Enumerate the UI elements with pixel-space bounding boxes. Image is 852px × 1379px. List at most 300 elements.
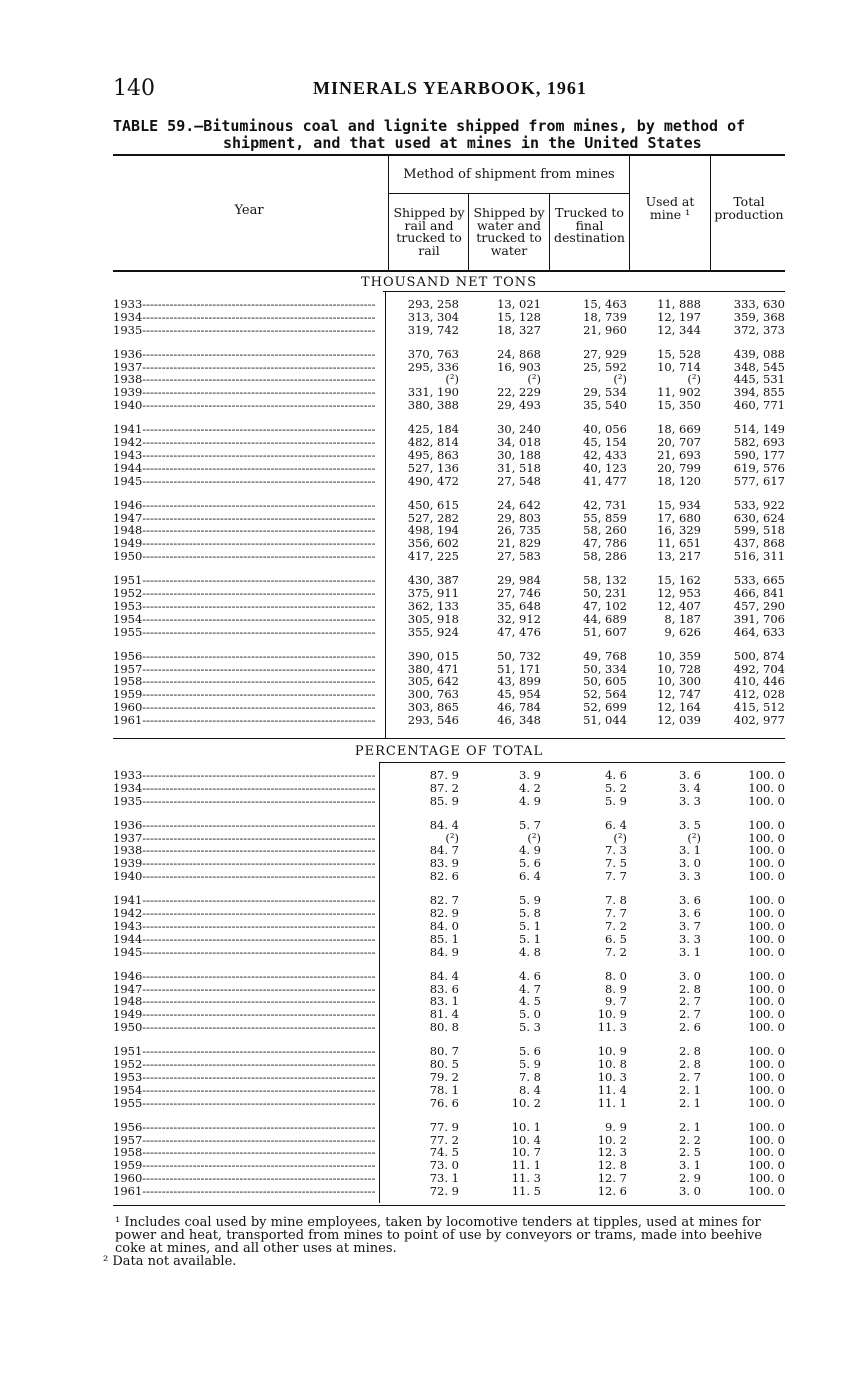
cell-rail: 87. 9 [429,768,459,782]
cell-rail: 293, 258 [407,297,459,311]
percent-year-group [113,769,785,807]
cell-water: 27, 583 [497,549,541,564]
cell-rail: 82. 6 [429,869,459,884]
table-row [113,449,785,462]
cell-water: 4. 7 [519,981,541,996]
cell-total: 359, 368 [733,309,785,324]
row-year: 1936------------------------------------------------------------ [113,347,376,361]
cell-water: (²) [527,830,541,845]
table-row [113,298,785,311]
tons-table-body [113,298,785,738]
cell-rail: (²) [445,372,459,387]
cell-used: 20, 799 [657,460,701,475]
row-year: 1952------------------------------------------------------------ [113,1058,376,1071]
cell-trucked: 11. 4 [597,1082,627,1097]
cell-trucked: 50, 231 [583,586,627,601]
cell-trucked: 7. 2 [605,918,627,933]
cell-used: 12, 039 [657,712,701,727]
cell-total: 100. 0 [748,1119,785,1134]
cell-used: 12, 407 [657,598,701,613]
cell-trucked: 8. 9 [605,981,627,996]
cell-used: 3. 5 [679,817,701,832]
running-title: MINERALS YEARBOOK, 1961 [313,78,587,98]
cell-water: 5. 7 [519,817,541,832]
cell-used: 12, 164 [657,700,701,715]
cell-water: 46, 784 [497,700,541,715]
cell-water: 6. 4 [519,869,541,884]
table-row [113,626,785,639]
cell-rail: 300, 763 [407,687,459,702]
cell-total: 492, 704 [733,661,785,676]
cell-rail: 380, 471 [407,661,459,676]
row-year: 1939------------------------------------------------------------ [113,857,376,871]
cell-rail: 85. 9 [429,793,459,808]
cell-used: 11, 902 [657,385,701,400]
cell-used: 18, 120 [657,473,701,488]
cell-rail: 83. 1 [429,994,459,1009]
cell-rail: 80. 8 [429,1020,459,1035]
cell-rail: 82. 7 [429,893,459,908]
cell-used: 2. 8 [679,981,701,996]
page-number: 140 [113,76,155,101]
cell-total: 100. 0 [748,944,785,959]
row-year: 1946------------------------------------------------------------ [113,969,376,983]
table-row [113,819,785,832]
table-row [113,1097,785,1110]
cell-trucked: 10. 2 [597,1132,627,1147]
cell-rail: 490, 472 [407,473,459,488]
cell-rail: 425, 184 [407,422,459,437]
cell-trucked: 21, 960 [583,322,627,337]
cell-water: 18, 327 [497,322,541,337]
row-year: 1933------------------------------------------------------------ [113,298,376,311]
row-year: 1951------------------------------------------------------------ [113,1045,376,1059]
cell-total: 457, 290 [733,598,785,613]
cell-water: 26, 735 [497,523,541,538]
cell-trucked: 47, 786 [583,536,627,551]
cell-rail: 295, 336 [407,359,459,374]
cell-trucked: (²) [613,372,627,387]
cell-total: 577, 617 [733,473,785,488]
row-year: 1941------------------------------------------------------------ [113,423,376,437]
cell-total: 582, 693 [733,435,785,450]
cell-water: 5. 1 [519,931,541,946]
cell-water: 10. 4 [511,1132,541,1147]
row-year: 1936------------------------------------------------------------ [113,818,376,832]
table-row [113,933,785,946]
cell-rail: 331, 190 [407,385,459,400]
cell-used: 17, 680 [657,510,701,525]
cell-total: 415, 512 [733,700,785,715]
cell-total: 599, 518 [733,523,785,538]
cell-used: 3. 1 [679,1158,701,1173]
cell-water: 5. 8 [519,906,541,921]
cell-trucked: 10. 9 [597,1007,627,1022]
cell-used: 2. 8 [679,1044,701,1059]
cell-used: 3. 0 [679,1183,701,1198]
cell-trucked: 50, 605 [583,674,627,689]
cell-used: 10, 359 [657,648,701,663]
cell-trucked: 58, 286 [583,549,627,564]
cell-water: 16, 903 [497,359,541,374]
cell-used: 10, 300 [657,674,701,689]
row-year: 1960------------------------------------------------------------ [113,1172,376,1185]
header-bottom-rule [113,270,785,272]
table-row [113,324,785,337]
cell-water: 13, 021 [497,297,541,311]
cell-total: 100. 0 [748,768,785,782]
cell-used: 3. 1 [679,843,701,858]
cell-trucked: 49, 768 [583,648,627,663]
cell-rail: 430, 387 [407,573,459,588]
cell-water: 50, 732 [497,648,541,663]
cell-used: 10, 714 [657,359,701,374]
header-top-rule [113,154,785,156]
cell-trucked: (²) [613,830,627,845]
cell-water: 46, 348 [497,712,541,727]
row-year: 1954------------------------------------------------------------ [113,1083,376,1097]
cell-used: 15, 162 [657,573,701,588]
cell-total: 100. 0 [748,1183,785,1198]
tons-year-group [113,348,785,412]
cell-trucked: 40, 123 [583,460,627,475]
cell-rail: 370, 763 [407,346,459,361]
table-row [113,311,785,324]
cell-water: 10. 2 [511,1095,541,1110]
cell-rail: 527, 282 [407,510,459,525]
cell-rail: 82. 9 [429,906,459,921]
cell-used: 2. 1 [679,1082,701,1097]
cell-used: 10, 728 [657,661,701,676]
caption-line-2: shipment, and that used at mines in the United States [223,134,702,152]
cell-total: 410, 446 [733,674,785,689]
cell-trucked: 11. 3 [597,1020,627,1035]
row-year: 1933------------------------------------------------------------ [113,769,376,782]
table-row [113,348,785,361]
row-year: 1940------------------------------------------------------------ [113,870,376,883]
cell-rail: 81. 4 [429,1007,459,1022]
cell-trucked: 7. 3 [605,843,627,858]
row-year: 1957------------------------------------------------------------ [113,1133,376,1147]
cell-trucked: 10. 8 [597,1057,627,1072]
cell-water: 4. 6 [519,968,541,983]
row-year: 1951------------------------------------------------------------ [113,574,376,588]
tons-year-group [113,298,785,336]
cell-total: 100. 0 [748,869,785,884]
cell-water: 5. 9 [519,893,541,908]
cell-rail: 482, 814 [407,435,459,450]
cell-trucked: 11. 1 [597,1095,627,1110]
cell-used: 3. 1 [679,944,701,959]
cell-water: 5. 6 [519,856,541,871]
cell-rail: (²) [445,830,459,845]
cell-trucked: 27, 929 [583,346,627,361]
row-year: 1960------------------------------------------------------------ [113,701,376,714]
row-year: 1944------------------------------------------------------------ [113,932,376,946]
cell-used: 15, 350 [657,398,701,413]
cell-total: 100. 0 [748,843,785,858]
cell-rail: 85. 1 [429,931,459,946]
cell-trucked: 6. 5 [605,931,627,946]
cell-rail: 73. 1 [429,1171,459,1186]
cell-used: 3. 3 [679,869,701,884]
row-year: 1961------------------------------------------------------------ [113,1184,376,1198]
cell-rail: 313, 304 [407,309,459,324]
row-year: 1948------------------------------------------------------------ [113,524,376,538]
row-year: 1934------------------------------------------------------------ [113,310,376,324]
cell-rail: 72. 9 [429,1183,459,1198]
cell-trucked: 7. 5 [605,856,627,871]
cell-total: 100. 0 [748,1171,785,1186]
cell-used: 3. 6 [679,768,701,782]
col-header-total: Total production [714,194,784,222]
cell-total: 333, 630 [733,297,785,311]
cell-rail: 83. 6 [429,981,459,996]
cell-total: 619, 576 [733,460,785,475]
cell-total: 100. 0 [748,968,785,983]
cell-total: 394, 855 [733,385,785,400]
table-row [113,399,785,412]
cell-total: 516, 311 [733,549,785,564]
cell-trucked: 5. 2 [605,780,627,795]
cell-used: 3. 0 [679,968,701,983]
cell-used: 3. 6 [679,906,701,921]
cell-water: 3. 9 [519,768,541,782]
cell-total: 100. 0 [748,1158,785,1173]
cell-rail: 390, 015 [407,648,459,663]
cell-water: 10. 1 [511,1119,541,1134]
cell-water: 5. 1 [519,918,541,933]
cell-rail: 305, 642 [407,674,459,689]
cell-trucked: 58, 260 [583,523,627,538]
cell-total: 533, 665 [733,573,785,588]
cell-total: 590, 177 [733,447,785,462]
cell-total: 100. 0 [748,981,785,996]
cell-used: 13, 217 [657,549,701,564]
table-row [113,650,785,663]
row-year: 1940------------------------------------------------------------ [113,399,376,412]
cell-rail: 83. 9 [429,856,459,871]
cell-rail: 305, 918 [407,611,459,626]
cell-trucked: 41, 477 [583,473,627,488]
cell-used: 8, 187 [664,611,701,626]
tons-year-group [113,650,785,727]
cell-water: 4. 8 [519,944,541,959]
table-row [113,1185,785,1198]
cell-trucked: 47, 102 [583,598,627,613]
cell-total: 514, 149 [733,422,785,437]
cell-water: 7. 8 [519,1069,541,1084]
cell-water: 29, 984 [497,573,541,588]
cell-rail: 319, 742 [407,322,459,337]
table-row [113,600,785,613]
cell-used: 12, 747 [657,687,701,702]
table-row [113,714,785,727]
percent-year-group [113,1045,785,1109]
section-label-percentage-of-total: PERCENTAGE OF TOTAL [354,744,544,759]
cell-water: 51, 171 [497,661,541,676]
table-row [113,870,785,883]
table-row [113,475,785,488]
cell-trucked: 55, 859 [583,510,627,525]
col-header-used: Used at mine ¹ [645,194,695,222]
percent-year-group [113,819,785,883]
cell-used: 12, 953 [657,586,701,601]
row-year: 1955------------------------------------------------------------ [113,1096,376,1110]
cell-trucked: 25, 592 [583,359,627,374]
cell-trucked: 12. 8 [597,1158,627,1173]
cell-used: 2. 9 [679,1171,701,1186]
cell-total: 100. 0 [748,931,785,946]
cell-trucked: 10. 3 [597,1069,627,1084]
cell-trucked: 42, 731 [583,497,627,512]
cell-water: 10. 7 [511,1145,541,1160]
table-bottom-rule [113,1205,785,1206]
cell-water: 27, 746 [497,586,541,601]
cell-total: 100. 0 [748,780,785,795]
cell-total: 412, 028 [733,687,785,702]
cell-trucked: 6. 4 [605,817,627,832]
percent-year-group [113,970,785,1034]
cell-total: 100. 0 [748,856,785,871]
row-year: 1938------------------------------------------------------------ [113,844,376,858]
cell-water: 30, 188 [497,447,541,462]
cell-rail: 84. 4 [429,817,459,832]
cell-water: 11. 3 [511,1171,541,1186]
cell-total: 533, 922 [733,497,785,512]
cell-water: 45, 954 [497,687,541,702]
cell-rail: 450, 615 [407,497,459,512]
table-row [113,782,785,795]
row-year: 1958------------------------------------------------------------ [113,675,376,689]
cell-rail: 380, 388 [407,398,459,413]
cell-trucked: 44, 689 [583,611,627,626]
cell-used: 11, 888 [657,297,701,311]
percent-year-group [113,894,785,958]
cell-rail: 74. 5 [429,1145,459,1160]
cell-rail: 80. 7 [429,1044,459,1059]
row-year: 1945------------------------------------------------------------ [113,945,376,959]
percent-year-group [113,1121,785,1198]
cell-water: 15, 128 [497,309,541,324]
cell-water: 35, 648 [497,598,541,613]
row-year: 1953------------------------------------------------------------ [113,1070,376,1084]
col-header-rail: Shipped by rail and trucked to rail [393,205,465,258]
cell-used: 12, 197 [657,309,701,324]
cell-total: 100. 0 [748,830,785,845]
cell-used: 3. 3 [679,931,701,946]
row-year: 1948------------------------------------------------------------ [113,995,376,1009]
row-year: 1950------------------------------------------------------------ [113,1021,376,1034]
table-row [113,462,785,475]
cell-total: 100. 0 [748,1082,785,1097]
cell-rail: 76. 6 [429,1095,459,1110]
row-year: 1957------------------------------------------------------------ [113,662,376,676]
cell-water: 32, 912 [497,611,541,626]
cell-rail: 80. 5 [429,1057,459,1072]
row-year: 1956------------------------------------------------------------ [113,1120,376,1134]
row-year: 1945------------------------------------------------------------ [113,474,376,488]
cell-used: 3. 0 [679,856,701,871]
cell-trucked: 40, 056 [583,422,627,437]
cell-rail: 362, 133 [407,598,459,613]
footnotes [103,1216,783,1268]
cell-rail: 78. 1 [429,1082,459,1097]
cell-water: 29, 803 [497,510,541,525]
table-row [113,613,785,626]
cell-total: 100. 0 [748,817,785,832]
cell-used: 3. 7 [679,918,701,933]
cell-total: 100. 0 [748,893,785,908]
cell-trucked: 52, 699 [583,700,627,715]
cell-total: 348, 545 [733,359,785,374]
cell-water: 4. 9 [519,843,541,858]
cell-used: 2. 7 [679,1069,701,1084]
cell-total: 100. 0 [748,1057,785,1072]
cell-rail: 73. 0 [429,1158,459,1173]
cell-total: 100. 0 [748,793,785,808]
cell-trucked: 18, 739 [583,309,627,324]
cell-rail: 495, 863 [407,447,459,462]
cell-water: 34, 018 [497,435,541,450]
cell-total: 464, 633 [733,624,785,639]
row-year: 1958------------------------------------------------------------ [113,1146,376,1160]
cell-water: 24, 868 [497,346,541,361]
cell-total: 372, 373 [733,322,785,337]
cell-water: 43, 899 [497,674,541,689]
method-group-rule [389,193,629,194]
cell-used: 2. 7 [679,1007,701,1022]
cell-trucked: 12. 3 [597,1145,627,1160]
cell-used: 2. 1 [679,1095,701,1110]
row-year: 1953------------------------------------------------------------ [113,599,376,613]
cell-used: 21, 693 [657,447,701,462]
cell-rail: 84. 4 [429,968,459,983]
cell-total: 466, 841 [733,586,785,601]
cell-used: 18, 669 [657,422,701,437]
cell-used: 3. 3 [679,793,701,808]
table-row [113,970,785,983]
cell-total: 439, 088 [733,346,785,361]
table-row [113,946,785,959]
table-row [113,550,785,563]
cell-used: 2. 5 [679,1145,701,1160]
row-year: 1935------------------------------------------------------------ [113,323,376,337]
cell-water: 47, 476 [497,624,541,639]
section-label-thousand-net-tons: THOUSAND NET TONS [360,275,538,290]
cell-used: 20, 707 [657,435,701,450]
cell-used: 9, 626 [664,624,701,639]
row-year: 1944------------------------------------------------------------ [113,461,376,475]
row-year: 1943------------------------------------------------------------ [113,448,376,462]
row-year: 1947------------------------------------------------------------ [113,982,376,996]
cell-rail: 77. 2 [429,1132,459,1147]
cell-trucked: 7. 8 [605,893,627,908]
cell-trucked: 7. 2 [605,944,627,959]
cell-used: 2. 2 [679,1132,701,1147]
cell-water: 5. 6 [519,1044,541,1059]
cell-total: 630, 624 [733,510,785,525]
row-year: 1956------------------------------------------------------------ [113,649,376,663]
table-row [113,701,785,714]
cell-total: 391, 706 [733,611,785,626]
cell-trucked: 45, 154 [583,435,627,450]
cell-water: 11. 5 [511,1183,541,1198]
cell-water: 24, 642 [497,497,541,512]
cell-trucked: 8. 0 [605,968,627,983]
cell-water: (²) [527,372,541,387]
cell-water: 31, 518 [497,460,541,475]
